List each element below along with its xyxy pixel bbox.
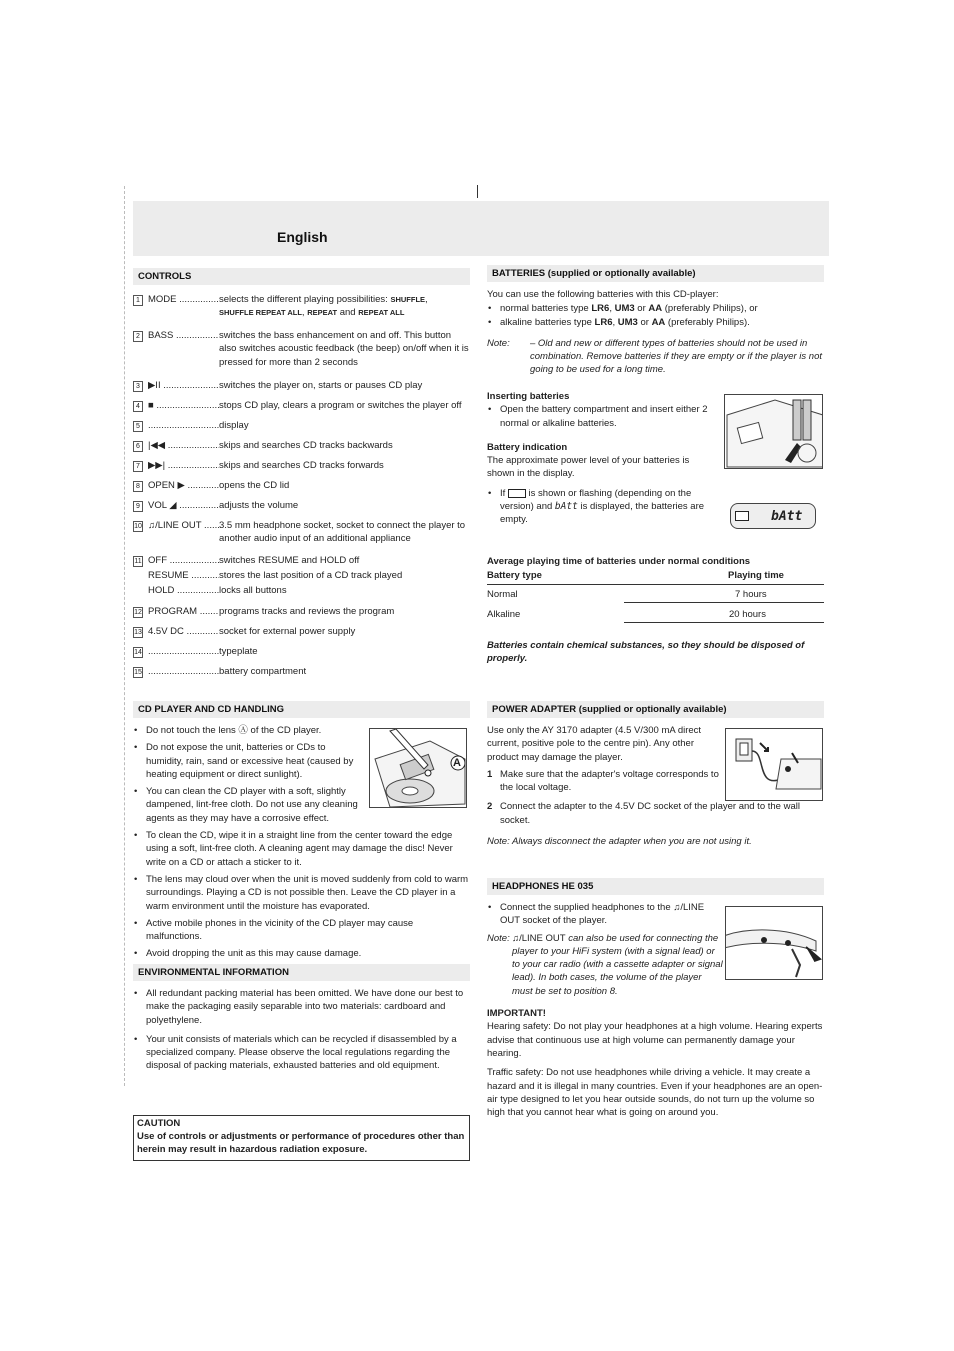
page-title: English <box>277 229 328 245</box>
control-number: 7 <box>133 461 143 472</box>
crop-mark-top <box>477 185 478 198</box>
control-key: PROGRAM ..... <box>148 605 220 618</box>
control-description: switches the player on, starts or pauses CD play <box>219 379 471 392</box>
environment-list <box>133 987 470 1073</box>
lens-label: A <box>453 757 461 769</box>
inserting-batteries-block <box>487 390 717 531</box>
control-description: switches RESUME and HOLD off <box>219 554 471 567</box>
list-item: • Open the battery compartment and insert either 2 normal or alkaline batteries. <box>487 403 717 430</box>
headphones-list <box>487 901 719 928</box>
table-cell: 7 hours <box>624 584 824 602</box>
inserting-heading: Inserting batteries <box>487 391 570 402</box>
batteries-note: Note: – Old and new or different types of batteries should not be used in combination. Remove batteries if they are empty or if the player is not going to be used for a long time. <box>487 337 822 376</box>
power-step: 2 Connect the adapter to the 4.5V DC socket of the player and to the wall socket. <box>487 801 800 826</box>
list-item: • Do not expose the unit, batteries or CDs to humidity, rain, sand or excessive heat (caused by heating equipment or direct sunlight). <box>133 741 358 781</box>
controls-list <box>133 293 470 683</box>
power-adapter-intro: Use only the AY 3170 adapter (4.5 V/300 mA direct current, positive pole to the centre pin). Any other product may damage the player. <box>487 725 702 763</box>
control-description: stops CD play, clears a program or switches the player off <box>219 399 471 412</box>
control-description: 3.5 mm headphone socket, socket to connect the player to another audio input of an additional appliance <box>219 519 471 546</box>
control-description: skips and searches CD tracks backwards <box>219 439 471 452</box>
control-description: socket for external power supply <box>219 625 471 638</box>
control-key <box>148 419 220 432</box>
control-number: 1 <box>133 295 143 306</box>
control-number: 11 <box>134 558 142 565</box>
table-row <box>487 584 824 602</box>
crop-mark-left <box>124 186 125 1086</box>
control-key <box>148 645 220 658</box>
control-key: MODE ..... <box>148 293 220 306</box>
lcd-display-illustration <box>728 501 818 531</box>
indication-text: The approximate power level of your batteries is shown in the display. <box>487 455 690 480</box>
control-key: HOLD ..... <box>148 584 220 597</box>
list-item: • Your unit consists of materials which can be recycled if disassembled by a specialized company. Please observe the local regulations regarding the disposal of packing materials, exhausted batteries and old equipment. <box>133 1033 470 1073</box>
control-description: skips and searches CD tracks forwards <box>219 459 471 472</box>
playing-time-block <box>487 555 824 666</box>
control-key: RESUME ..... <box>148 569 220 582</box>
list-item: • The lens may cloud over when the unit is moved suddenly from cold to warm surroundings. Playing a CD is not possible then. Leave the CD player in a warm environment until the moisture has evaporated. <box>133 873 470 913</box>
control-number: 2 <box>133 331 143 342</box>
list-item: • Connect the supplied headphones to the ♫/LINE OUT socket of the player. <box>487 901 719 928</box>
table-header-row <box>487 568 824 584</box>
control-key: BASS ..... <box>148 329 220 342</box>
headphones-illustration <box>725 906 823 980</box>
control-number: 3 <box>133 381 143 392</box>
playing-time-heading: Average playing time of batteries under normal conditions <box>487 556 751 567</box>
batteries-intro: You can use the following batteries with this CD-player: <box>487 289 719 300</box>
control-number: 10 <box>134 523 142 530</box>
control-description: switches the bass enhancement on and off. This button also switches acoustic feedback (the beep) on/off when it is pressed for more than 2 seconds <box>219 329 471 369</box>
power-adapter-illustration <box>725 728 823 801</box>
list-item: • All redundant packing material has been omitted. We have done our best to make the packaging easily separable into two materials: cardboard and polyethylene. <box>133 987 470 1027</box>
control-key: OPEN ▶ ..... <box>148 479 220 492</box>
control-description: adjusts the volume <box>219 499 471 512</box>
control-number: 12 <box>134 609 142 616</box>
list-item: • alkaline batteries type LR6, UM3 or AA (preferably Philips). <box>487 316 824 329</box>
control-key: 4.5V DC ..... <box>148 625 220 638</box>
control-number: 4 <box>133 401 143 412</box>
control-description: stores the last position of a CD track played <box>219 569 471 582</box>
control-description: opens the CD lid <box>219 479 471 492</box>
list-item: • If is shown or flashing (depending on the version) and bAtt is displayed, the batteries are empty. <box>487 487 707 527</box>
control-key: ▶II ..... <box>148 379 220 392</box>
control-description: display <box>219 419 471 432</box>
control-description: battery compartment <box>219 665 471 678</box>
power-adapter-note: Note: Always disconnect the adapter when you are not using it. <box>487 836 752 848</box>
hearing-safety-text: Hearing safety: Do not play your headphones at a high volume. Hearing experts advise that continuous use at high volume can permanently damage your hearing. <box>487 1021 823 1059</box>
batteries-warning: Batteries contain chemical substances, so they should be disposed of properly. <box>487 640 805 665</box>
list-item: • Do not touch the lens Ⓐ of the CD player. <box>133 724 358 737</box>
table-header: Playing time <box>624 568 824 584</box>
playing-time-table <box>487 568 824 623</box>
control-key: OFF ..... <box>148 554 220 567</box>
environment-section <box>133 964 470 1077</box>
control-key: VOL ◢ ..... <box>148 499 220 512</box>
indication-list <box>487 487 707 527</box>
list-item: • You can clean the CD player with a soft, slightly dampened, lint-free cloth. Do not use any cleaning agents as they may have a corrosive effect. <box>133 785 358 825</box>
traffic-safety-text: Traffic safety: Do not use headphones while driving a vehicle. It may create a hazard and it is illegal in many countries. Even if your headphones are an open-air type designed to let you hear outside sounds, do not turn up the volume so high that you cannot hear what is going on around you. <box>487 1067 823 1119</box>
control-number: 6 <box>133 441 143 452</box>
cd-handling-heading: CD PLAYER AND CD HANDLING <box>133 701 470 718</box>
control-key <box>148 665 220 678</box>
control-number: 15 <box>134 669 142 676</box>
table-row <box>487 602 824 622</box>
battery-insert-icon <box>725 395 823 469</box>
power-adapter-heading: POWER ADAPTER (supplied or optionally available) <box>487 701 824 718</box>
controls-section <box>133 268 470 285</box>
power-adapter-icon <box>726 729 823 801</box>
caution-text: Use of controls or adjustments or performance of procedures other than herein may result in hazardous radiation exposure. <box>137 1130 465 1155</box>
headphones-heading: HEADPHONES HE 035 <box>487 878 824 895</box>
lcd-text: bAtt <box>771 509 803 524</box>
lcd-panel <box>730 503 816 529</box>
control-number: 13 <box>134 629 142 636</box>
table-cell: Normal <box>487 588 518 600</box>
caution-heading: CAUTION <box>137 1118 181 1129</box>
batteries-heading: BATTERIES (supplied or optionally available) <box>487 265 824 282</box>
batteries-section <box>487 265 824 377</box>
headphones-note: Note: ♫/LINE OUT can also be used for connecting the player to your HiFi system (with a signal lead) or to your car radio (with a cassette adapter or signal lead). In both cases, the volume of the player must be set to position 8. <box>487 932 723 997</box>
indication-heading: Battery indication <box>487 441 568 453</box>
control-description: programs tracks and reviews the program <box>219 605 471 618</box>
table-cell: 20 hours <box>624 602 824 622</box>
control-description: typeplate <box>219 645 471 658</box>
battery-empty-icon <box>508 489 526 498</box>
lcd-battery-icon <box>735 511 749 521</box>
control-number: 9 <box>133 501 143 512</box>
control-number: 14 <box>134 649 142 656</box>
table-header: Battery type <box>487 568 624 584</box>
important-heading: IMPORTANT! <box>487 1008 546 1020</box>
control-number: 8 <box>133 481 143 492</box>
list-item: • To clean the CD, wipe it in a straight line from the center toward the edge using a soft, lint-free cloth. A cleaning agent may damage the disc! Never write on a CD or attach a sticker to it. <box>133 829 470 869</box>
control-key: ■ ..... <box>148 399 220 412</box>
battery-compartment-illustration <box>724 394 823 469</box>
control-description: selects the different playing possibilities: SHUFFLE, SHUFFLE REPEAT ALL, REPEAT and REPEAT ALL <box>219 293 471 320</box>
battery-types-list <box>487 302 824 329</box>
power-step: 1 Make sure that the adapter's voltage corresponds to the local voltage. <box>487 768 719 794</box>
control-key: ♫/LINE OUT ..... <box>148 519 220 532</box>
table-cell: Alkaline <box>487 608 521 620</box>
cd-lens-illustration <box>369 728 467 808</box>
list-item: • normal batteries type LR6, UM3 or AA (preferably Philips), or <box>487 302 824 315</box>
control-number: 5 <box>133 421 143 432</box>
inserting-list <box>487 403 717 430</box>
list-item: • Active mobile phones in the vicinity of the CD player may cause malfunctions. <box>133 917 470 944</box>
headphone-socket-icon <box>726 907 823 980</box>
language-banner <box>133 201 829 256</box>
environment-heading: ENVIRONMENTAL INFORMATION <box>133 964 470 981</box>
control-key: ▶▶| ..... <box>148 459 220 472</box>
controls-heading: CONTROLS <box>133 268 470 285</box>
control-key: |◀◀ ..... <box>148 439 220 452</box>
caution-box <box>133 1115 470 1161</box>
list-item: • Avoid dropping the unit as this may cause damage. <box>133 947 470 960</box>
control-description: locks all buttons <box>219 584 471 597</box>
